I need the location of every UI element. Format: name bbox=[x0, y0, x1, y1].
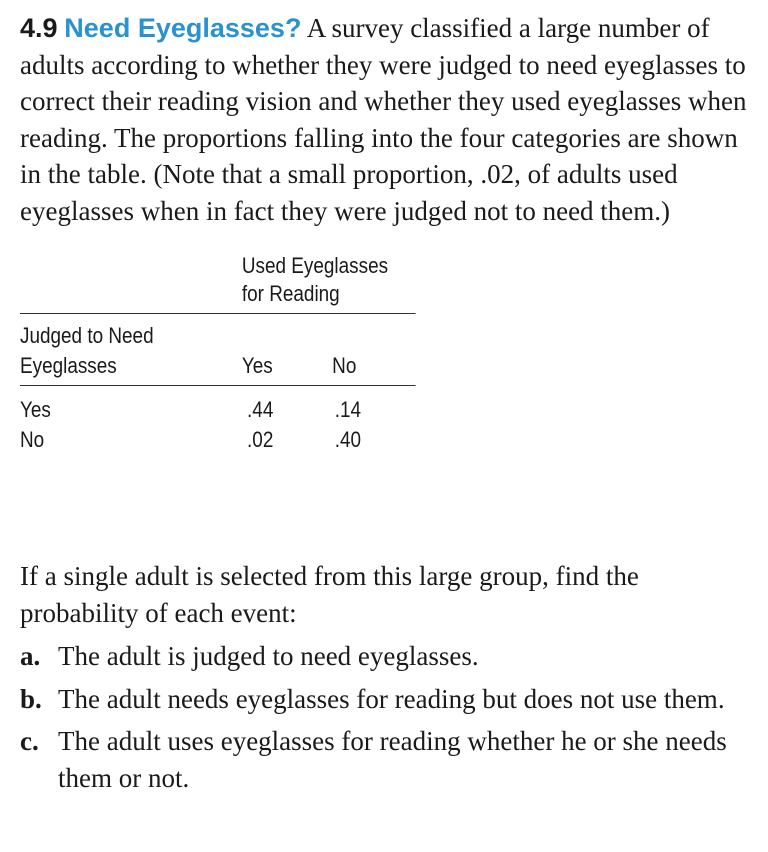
problem-intro-text: A survey classified a large number of adults according to whether they were judged to need eyeglasses to correct their reading vision and whether they used eyeglasses when reading. The proportions falling into the four categories are shown in the table. (Note that a small proportion, .02, of adults used eyeglasses when in fact they were judged not to need them.) bbox=[20, 13, 747, 226]
question-part bbox=[20, 723, 740, 796]
question-parts bbox=[20, 638, 740, 802]
problem-intro bbox=[20, 10, 750, 229]
table-rule-top bbox=[20, 313, 416, 314]
table-cell: .14 bbox=[334, 397, 362, 422]
table-cell: .44 bbox=[247, 397, 274, 422]
part-letter: a. bbox=[20, 641, 41, 671]
problem-page bbox=[20, 10, 750, 793]
part-text: The adult is judged to need eyeglasses. bbox=[58, 641, 479, 671]
part-letter: b. bbox=[20, 683, 42, 714]
table-cell: .40 bbox=[334, 427, 362, 452]
column-header-yes: Yes bbox=[241, 353, 273, 378]
proportions-table bbox=[20, 251, 389, 452]
table-row-label: Yes bbox=[20, 397, 51, 422]
table-rule-middle bbox=[20, 385, 416, 386]
column-group-header-line2: for Reading bbox=[241, 281, 340, 306]
table-cell: .02 bbox=[247, 427, 274, 452]
question-part bbox=[20, 638, 740, 675]
column-group-header-line1: Used Eyeglasses bbox=[241, 253, 389, 278]
problem-number: 4.9 bbox=[20, 13, 58, 43]
question-part bbox=[20, 681, 740, 718]
table-row-label: No bbox=[20, 427, 45, 452]
problem-title: Need Eyeglasses? bbox=[64, 13, 302, 43]
part-letter: c. bbox=[20, 726, 39, 756]
row-header-line2: Eyeglasses bbox=[20, 353, 117, 378]
question-text: If a single adult is selected from this large group, find the probability of each event: bbox=[20, 561, 639, 628]
column-header-no: No bbox=[332, 353, 357, 378]
row-header-line1: Judged to Need bbox=[20, 323, 154, 348]
part-text: The adult needs eyeglasses for reading but does not use them. bbox=[58, 683, 725, 714]
part-text: The adult uses eyeglasses for reading whether he or she needs them or not. bbox=[58, 726, 727, 793]
